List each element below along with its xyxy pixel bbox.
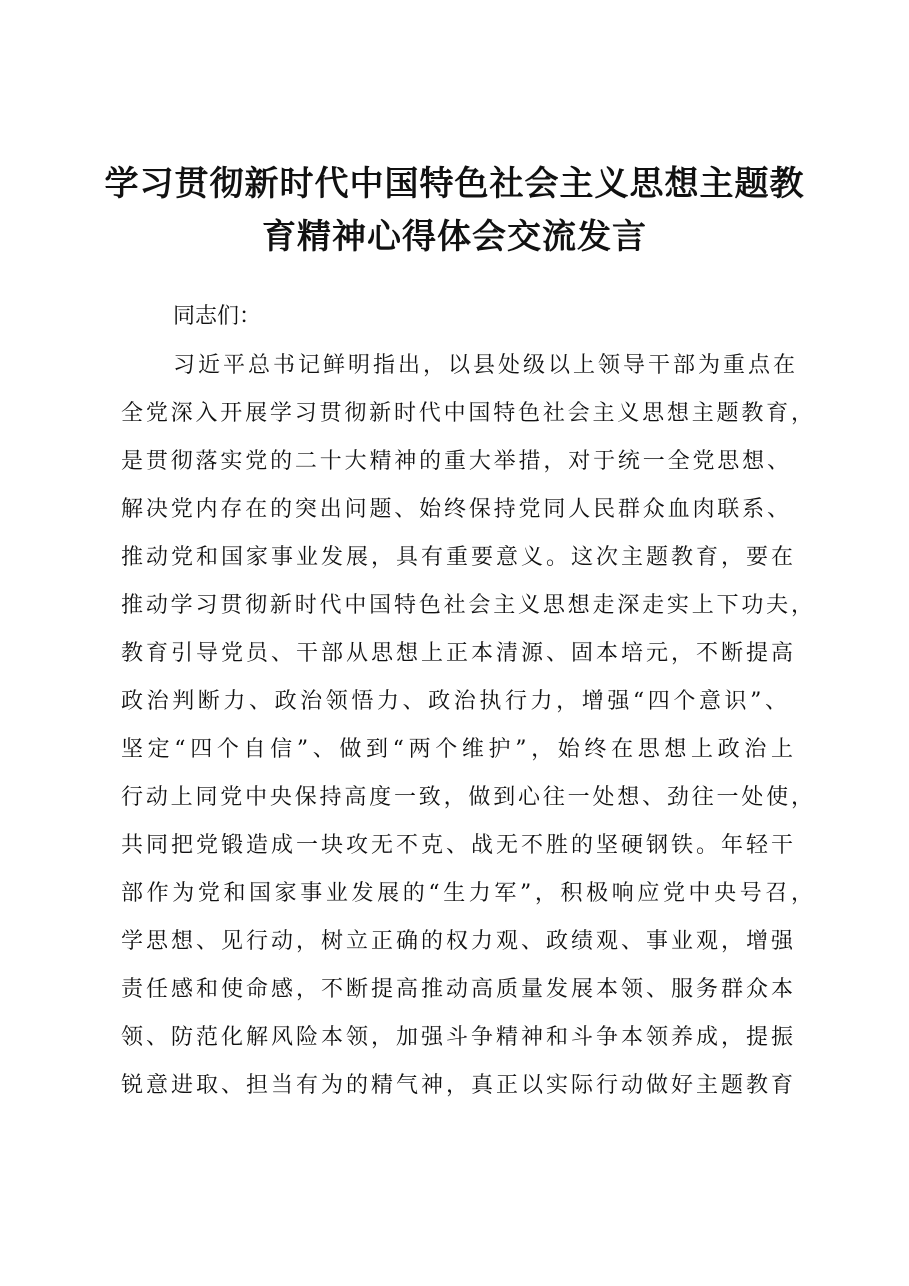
- paragraph-line: 行动上同党中央保持高度一致，做到心往一处想、劲往一处使，: [121, 785, 813, 810]
- paragraph-line: 解决党内存在的突出问题、始终保持党同人民群众血肉联系、: [121, 497, 789, 522]
- paragraph-line: 共同把党锻造成一块攻无不克、战无不胜的坚硬钢铁。年轻干: [121, 833, 793, 858]
- paragraph-line: 是贯彻落实党的二十大精神的重大举措，对于统一全党思想、: [121, 449, 789, 474]
- paragraph-line: 政治判断力、政治领悟力、政治执行力，增强“四个意识”、: [121, 689, 787, 714]
- paragraph-line: 领、防范化解风险本领，加强斗争精神和斗争本领养成，提振: [121, 1025, 793, 1050]
- paragraph-line: 责任感和使命感，不断提高推动高质量发展本领、服务群众本: [121, 977, 793, 1002]
- paragraph-line: 教育引导党员、干部从思想上正本清源、固本培元，不断提高: [121, 641, 793, 666]
- paragraph-line: 全党深入开展学习贯彻新时代中国特色社会主义思想主题教育，: [121, 401, 813, 426]
- paragraph-line: 推动学习贯彻新时代中国特色社会主义思想走深走实上下功夫，: [121, 593, 813, 618]
- paragraph-line: 习近平总书记鲜明指出，以县处级以上领导干部为重点在: [173, 353, 795, 378]
- paragraph-line: 部作为党和国家事业发展的“生力军”，积极响应党中央号召，: [121, 881, 813, 906]
- document-title-line-1: 学习贯彻新时代中国特色社会主义思想主题教: [104, 164, 805, 204]
- paragraph-line: 坚定“四个自信”、做到“两个维护”，始终在思想上政治上: [121, 737, 793, 762]
- paragraph-line: 锐意进取、担当有为的精气神，真正以实际行动做好主题教育: [121, 1073, 793, 1098]
- document-title-line-2: 育精神心得体会交流发言: [262, 217, 647, 257]
- greeting: 同志们：: [173, 304, 262, 329]
- paragraph-line: 推动党和国家事业发展，具有重要意义。这次主题教育，要在: [121, 545, 793, 570]
- paragraph-line: 学思想、见行动，树立正确的权力观、政绩观、事业观，增强: [121, 929, 793, 954]
